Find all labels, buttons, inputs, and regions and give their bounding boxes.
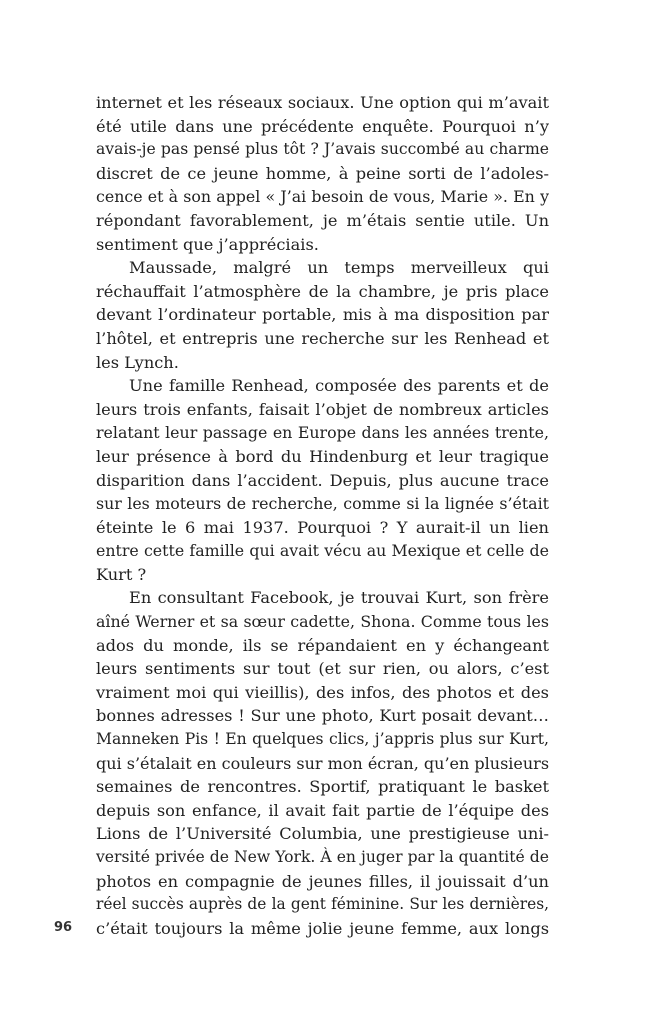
text-line: depuis son enfance, il avait fait partie de l’équipe des <box>96 800 549 820</box>
text-line: été utile dans une précédente enquête. Pourquoi n’y <box>96 116 549 136</box>
text-line: aîné Werner et sa sœur cadette, Shona. Comme tous les <box>96 612 549 632</box>
text-line: c’était toujours la même jolie jeune femme, aux longs <box>96 918 549 938</box>
text-line: entre cette famille qui avait vécu au Mexique et celle de <box>96 541 549 561</box>
text-line: internet et les réseaux sociaux. Une option qui m’avait <box>96 93 549 112</box>
text-line: ados du monde, ils se répandaient en y échangeant <box>96 635 549 655</box>
text-line: semaines de rencontres. Sportif, pratiquant le basket <box>96 777 549 797</box>
text-line: photos en compagnie de jeunes filles, il jouissait d’un <box>96 871 549 891</box>
text-line: réchauffait l’atmosphère de la chambre, je pris place <box>96 281 549 301</box>
text-line: En consultant Facebook, je trouvai Kurt, son frère <box>129 588 549 608</box>
text-line: relatant leur passage en Europe dans les années trente, <box>96 423 549 443</box>
text-line: vraiment moi qui vieillis), des infos, des photos et des <box>96 682 549 702</box>
text-line: Maussade, malgré un temps merveilleux qui <box>129 258 549 278</box>
text-line: discret de ce jeune homme, à peine sorti de l’adoles- <box>96 163 549 183</box>
text-line: sur les moteurs de recherche, comme si la lignée s’était <box>96 494 549 514</box>
text-line: bonnes adresses ! Sur une photo, Kurt posait devant… <box>96 706 549 726</box>
text-line: disparition dans l’accident. Depuis, plus aucune trace <box>96 470 549 490</box>
text-line: leurs sentiments sur tout (et sur rien, ou alors, c’est <box>96 659 549 679</box>
text-line: Lions de l’Université Columbia, une prestigieuse uni- <box>96 824 549 844</box>
text-line: Kurt ? <box>96 564 147 584</box>
text-line: l’hôtel, et entrepris une recherche sur les Renhead et <box>96 328 549 348</box>
text-line: les Lynch. <box>96 352 179 372</box>
text-line: leur présence à bord du Hindenburg et leur tragique <box>96 446 549 466</box>
body-text <box>96 91 549 940</box>
text-line: qui s’étalait en couleurs sur mon écran, qu’en plusieurs <box>96 753 550 773</box>
text-line: devant l’ordinateur portable, mis à ma disposition par <box>96 305 549 325</box>
page-number: 96 <box>54 920 73 935</box>
text-line: versité privée de New York. À en juger par la quantité de <box>96 848 549 866</box>
text-line: sentiment que j’appréciais. <box>96 234 319 254</box>
text-line: leurs trois enfants, faisait l’objet de nombreux articles <box>96 399 549 419</box>
text-line: réel succès auprès de la gent féminine. Sur les dernières, <box>96 895 549 914</box>
text-line: cence et à son appel « J’ai besoin de vous, Marie ». En y <box>96 187 549 207</box>
text-line: éteinte le 6 mai 1937. Pourquoi ? Y aurait-il un lien <box>96 517 549 537</box>
text-line: avais-je pas pensé plus tôt ? J’avais succombé au charme <box>96 140 549 159</box>
text-line: Manneken Pis ! En quelques clics, j’appris plus sur Kurt, <box>96 730 549 749</box>
text-line: répondant favorablement, je m’étais sentie utile. Un <box>96 210 549 230</box>
text-line: Une famille Renhead, composée des parents et de <box>129 376 549 396</box>
